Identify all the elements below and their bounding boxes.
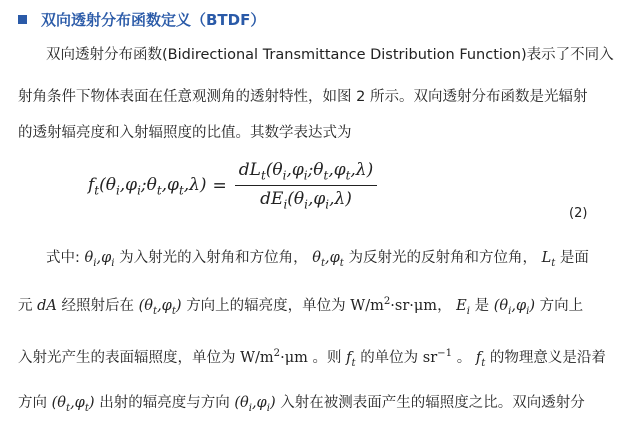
explanation-line-2: 元 dA 经照射后在 $(\theta_t,\varphi_t)$ 方向上的辐亮度，单位为 $W/m^2\cdot sr\cdot\mu m$， $E_i$ 是 $(\theta_i,\varphi_i)$ 方向上 <box>18 296 584 317</box>
formula-fraction: $\frac{dL_t(\theta_i,\varphi_i;\theta_t,\varphi_t,\lambda)}{dE_i(\theta_i,\varphi_i,\lambda)}$ <box>235 160 377 212</box>
paragraph-line-3: 的透射辐亮度和入射辐照度的比值。其数学表达式为 <box>18 125 352 141</box>
section-title: 双向透射分布函数定义（BTDF） <box>41 10 266 29</box>
heading-bullet <box>18 15 27 24</box>
equation-number: (2) <box>569 206 588 221</box>
paragraph-line-1: 双向透射分布函数(Bidirectional Transmittance Distribution Function)表示了不同入 <box>46 47 614 63</box>
btdf-formula: $f_t(\theta_i,\varphi_i;\theta_t,\varphi_t,\lambda)$ = $\frac{dL_t(\theta_i,\varphi_i;\theta_t,\varphi_t,\lambda)}{dE_i(\theta_i,\varphi_i,\lambda)}$ <box>88 160 377 212</box>
explanation-line-3: 入射光产生的表面辐照度，单位为 $W/m^2\cdot\mu m$ 。则 $f_t$ 的单位为 $sr^{-1}$ 。 $f_t$ 的物理意义是沿着 <box>18 348 606 369</box>
explanation-line-4: 方向 $(\theta_t,\varphi_t)$ 出射的辐亮度与方向 $(\theta_i,\varphi_i)$ 入射在被测表面产生的辐照度之比。双向透射分 <box>18 395 585 414</box>
section-heading <box>18 8 265 30</box>
paragraph-line-2: 射角条件下物体表面在任意观测角的透射特性，如图 2 所示。双向透射分布函数是光辐射 <box>18 89 588 105</box>
explanation-line-1: 式中: $\theta_i,\varphi_i$ 为入射光的入射角和方位角， $\theta_t,\varphi_t$ 为反射光的反射角和方位角， $L_t$ 是面 <box>46 250 589 269</box>
